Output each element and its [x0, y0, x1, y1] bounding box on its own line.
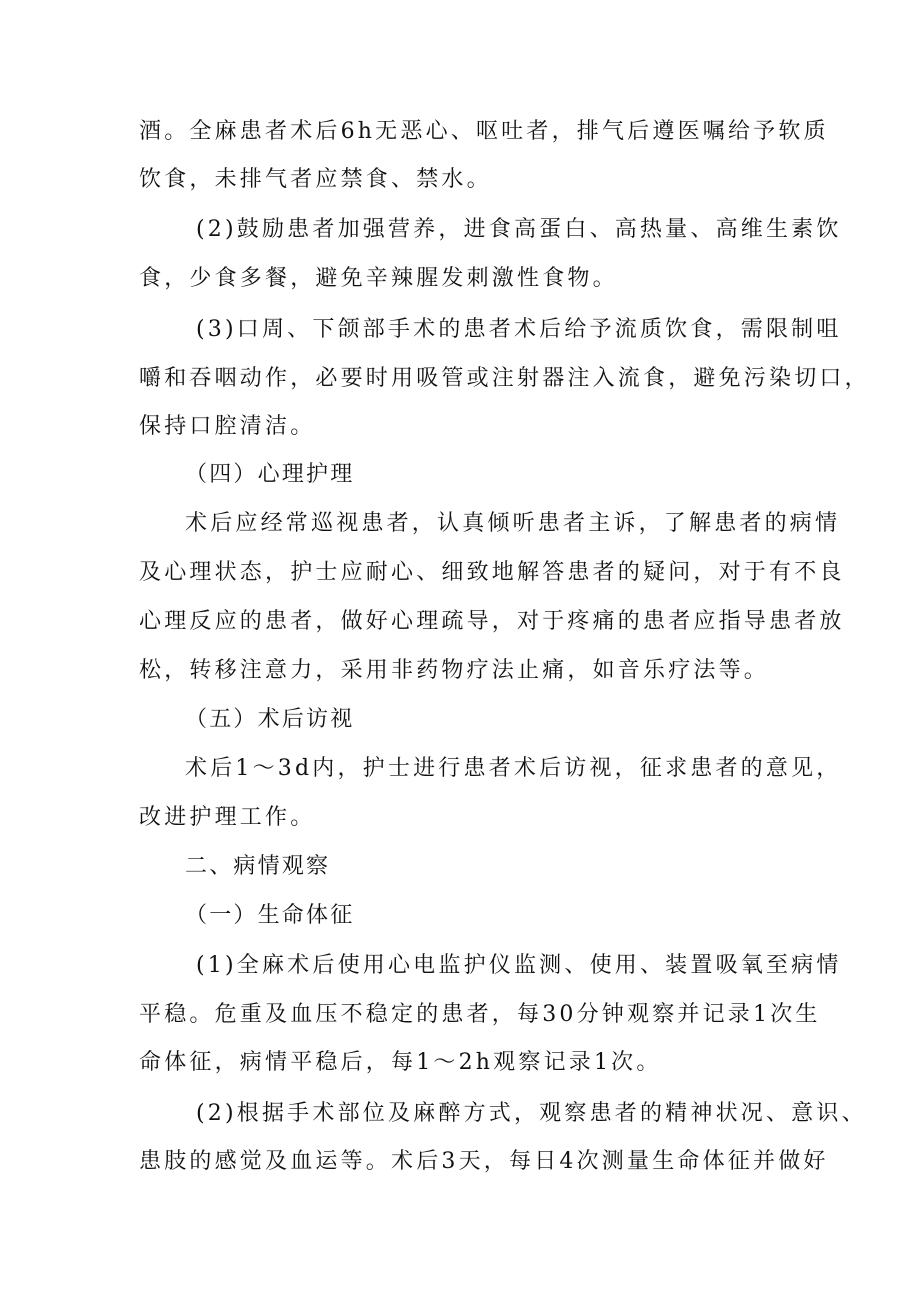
paragraph-line: 酒。全麻患者术后6h无恶心、呕吐者，排气后遵医嘱给予软质 [139, 119, 829, 144]
paragraph-line: (2)鼓励患者加强营养，进食高蛋白、高热量、高维生素饮 [196, 217, 842, 242]
paragraph-line: 嚼和吞咽动作，必要时用吸管或注射器注入流食，避免污染切口， [139, 366, 870, 391]
paragraph-line: 命体征，病情平稳后，每1～2h观察记录1次。 [139, 1050, 662, 1075]
paragraph-line: 松，转移注意力，采用非药物疗法止痛，如音乐疗法等。 [139, 658, 770, 683]
section-heading: （五）术后访视 [185, 707, 355, 732]
paragraph-line: 心理反应的患者，做好心理疏导，对于疼痛的患者应指导患者放 [139, 609, 845, 634]
section-heading: 二、病情观察 [185, 854, 331, 879]
paragraph-line: 及心理状态，护士应耐心、细致地解答患者的疑问，对于有不良 [139, 560, 845, 585]
paragraph-line: 平稳。危重及血压不稳定的患者，每30分钟观察并记录1次生 [139, 1002, 821, 1027]
paragraph-line: 改进护理工作。 [139, 805, 316, 830]
paragraph-line: 术后1～3d内，护士进行患者术后访视，征求患者的意见， [185, 756, 842, 781]
section-heading: （四）心理护理 [185, 462, 355, 487]
paragraph-line: 保持口腔清洁。 [139, 414, 316, 439]
paragraph-line: (1)全麻术后使用心电监护仪监测、使用、装置吸氧至病情 [196, 953, 842, 978]
section-heading: （一）生命体征 [185, 903, 355, 928]
paragraph-line: 术后应经常巡视患者，认真倾听患者主诉，了解患者的病情 [185, 511, 841, 536]
paragraph-line: 食，少食多餐，避免辛辣腥发刺激性食物。 [139, 266, 618, 291]
paragraph-line: (2)根据手术部位及麻醉方式，观察患者的精神状况、意识、 [196, 1101, 867, 1126]
paragraph-line: 患肢的感觉及血运等。术后3天，每日4次测量生命体征并做好 [139, 1149, 829, 1174]
paragraph-line: (3)口周、下颌部手术的患者术后给予流质饮食，需限制咀 [196, 317, 842, 342]
paragraph-line: 饮食，未排气者应禁食、禁水。 [139, 167, 492, 192]
